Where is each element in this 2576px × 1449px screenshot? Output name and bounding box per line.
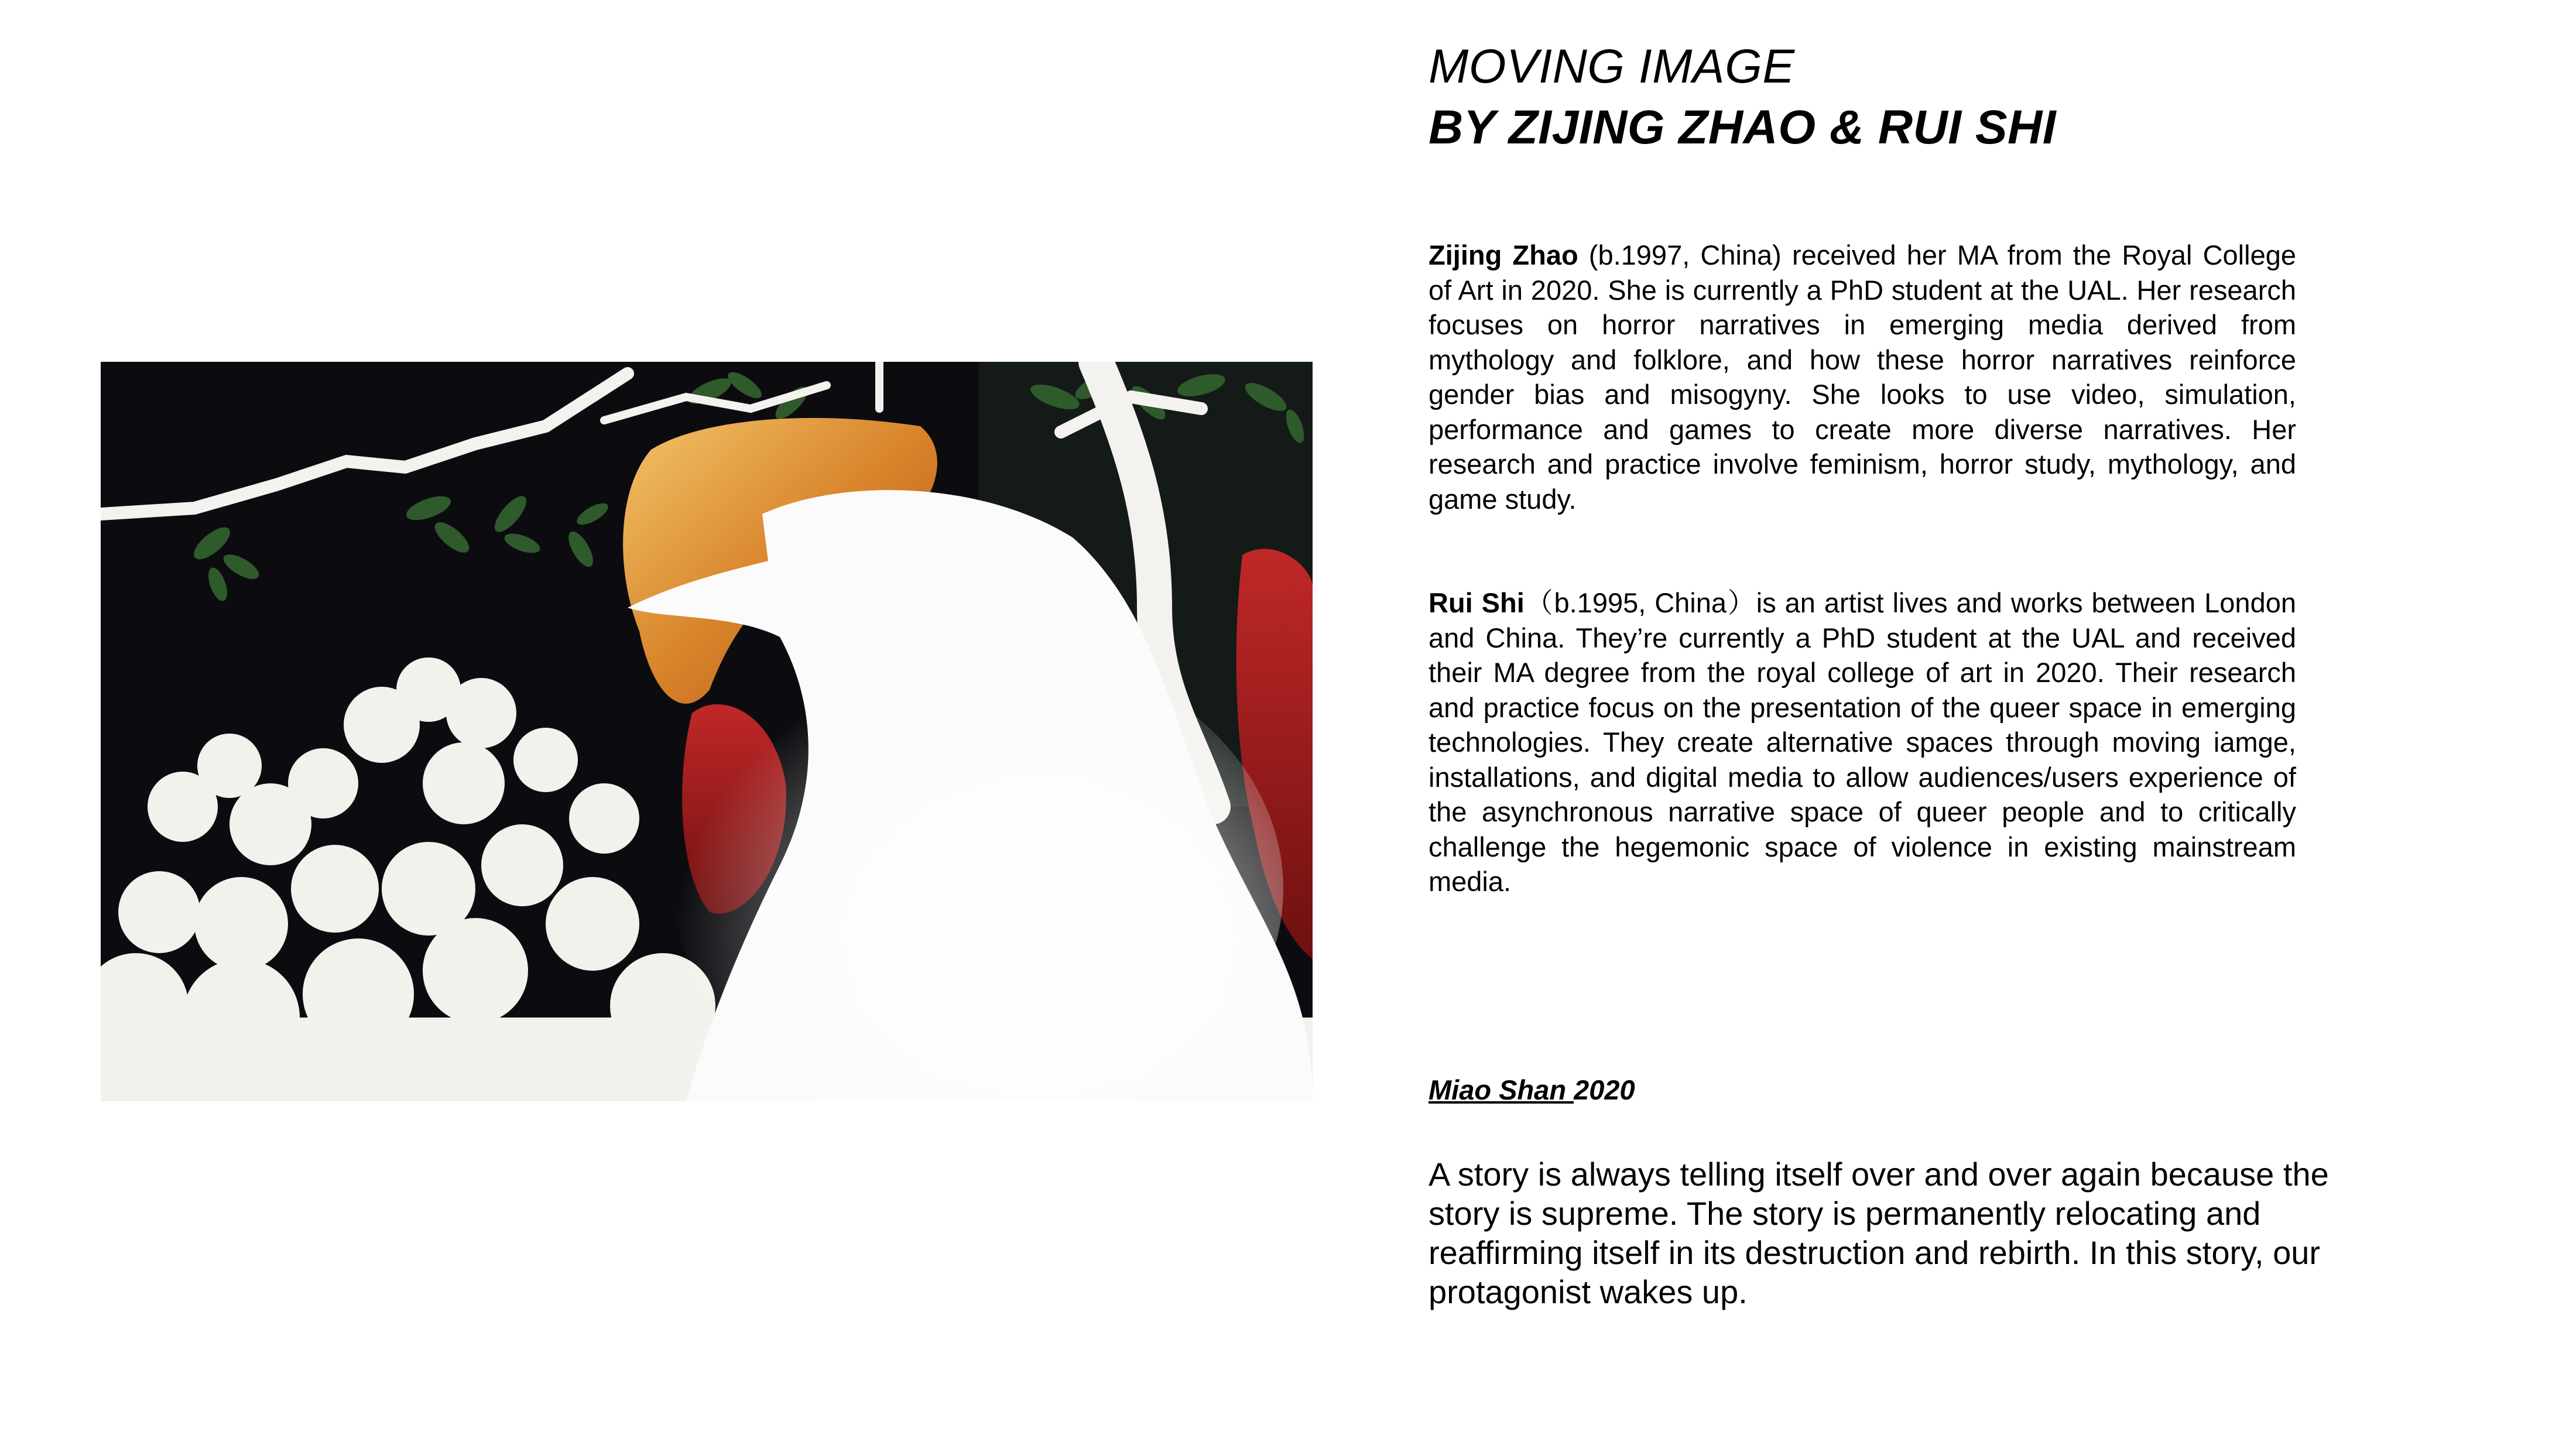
bio-text-zhao: (b.1997, China) received her MA from the Royal College of Art in 2020. She is currently a PhD student at the UAL. Her research focuses on horror narratives in emerging media derived from mythology and folklore, and how these horror narratives reinforce gender bias and misogyny. She looks to use video, simulation, performance and games to create more diverse narratives. Her research and practice involve feminism, horror study, mythology, and game study. bbox=[1429, 239, 2296, 515]
bio-zijing-zhao bbox=[1429, 238, 2296, 516]
bio-rui-shi bbox=[1429, 585, 2296, 899]
bio-name-shi: Rui Shi bbox=[1429, 587, 1525, 618]
page-title bbox=[1429, 36, 2365, 158]
artwork-still-image bbox=[101, 362, 1313, 1101]
work-synopsis: A story is always telling itself over and over again because the story is supreme. The story is permanently relocating and reaffirming itself in its destruction and rebirth. In this story, our protagonist wakes up. bbox=[1429, 1156, 2329, 1310]
work-year: 2020 bbox=[1574, 1074, 1635, 1105]
work-title bbox=[1429, 1073, 1635, 1108]
bio-name-zhao: Zijing Zhao bbox=[1429, 239, 1578, 270]
still-illustration bbox=[101, 362, 1313, 1101]
bio-text-shi: （b.1995, China）is an artist lives and works between London and China. They’re currently a PhD student at the UAL and received their MA degree from the royal college of art in 2020. Their research and practice focus on the presentation of the queer space in emerging technologies. They create alternative spaces through moving iamge, installations, and digital media to allow audiences/users experience of the asynchronous narrative space of queer people and to critically challenge the hegemonic space of violence in existing mainstream media. bbox=[1429, 587, 2296, 897]
title-line-1: MOVING IMAGE bbox=[1429, 40, 1795, 93]
title-line-2: BY ZIJING ZHAO & RUI SHI bbox=[1429, 101, 2057, 154]
work-name: Miao Shan bbox=[1429, 1074, 1574, 1105]
